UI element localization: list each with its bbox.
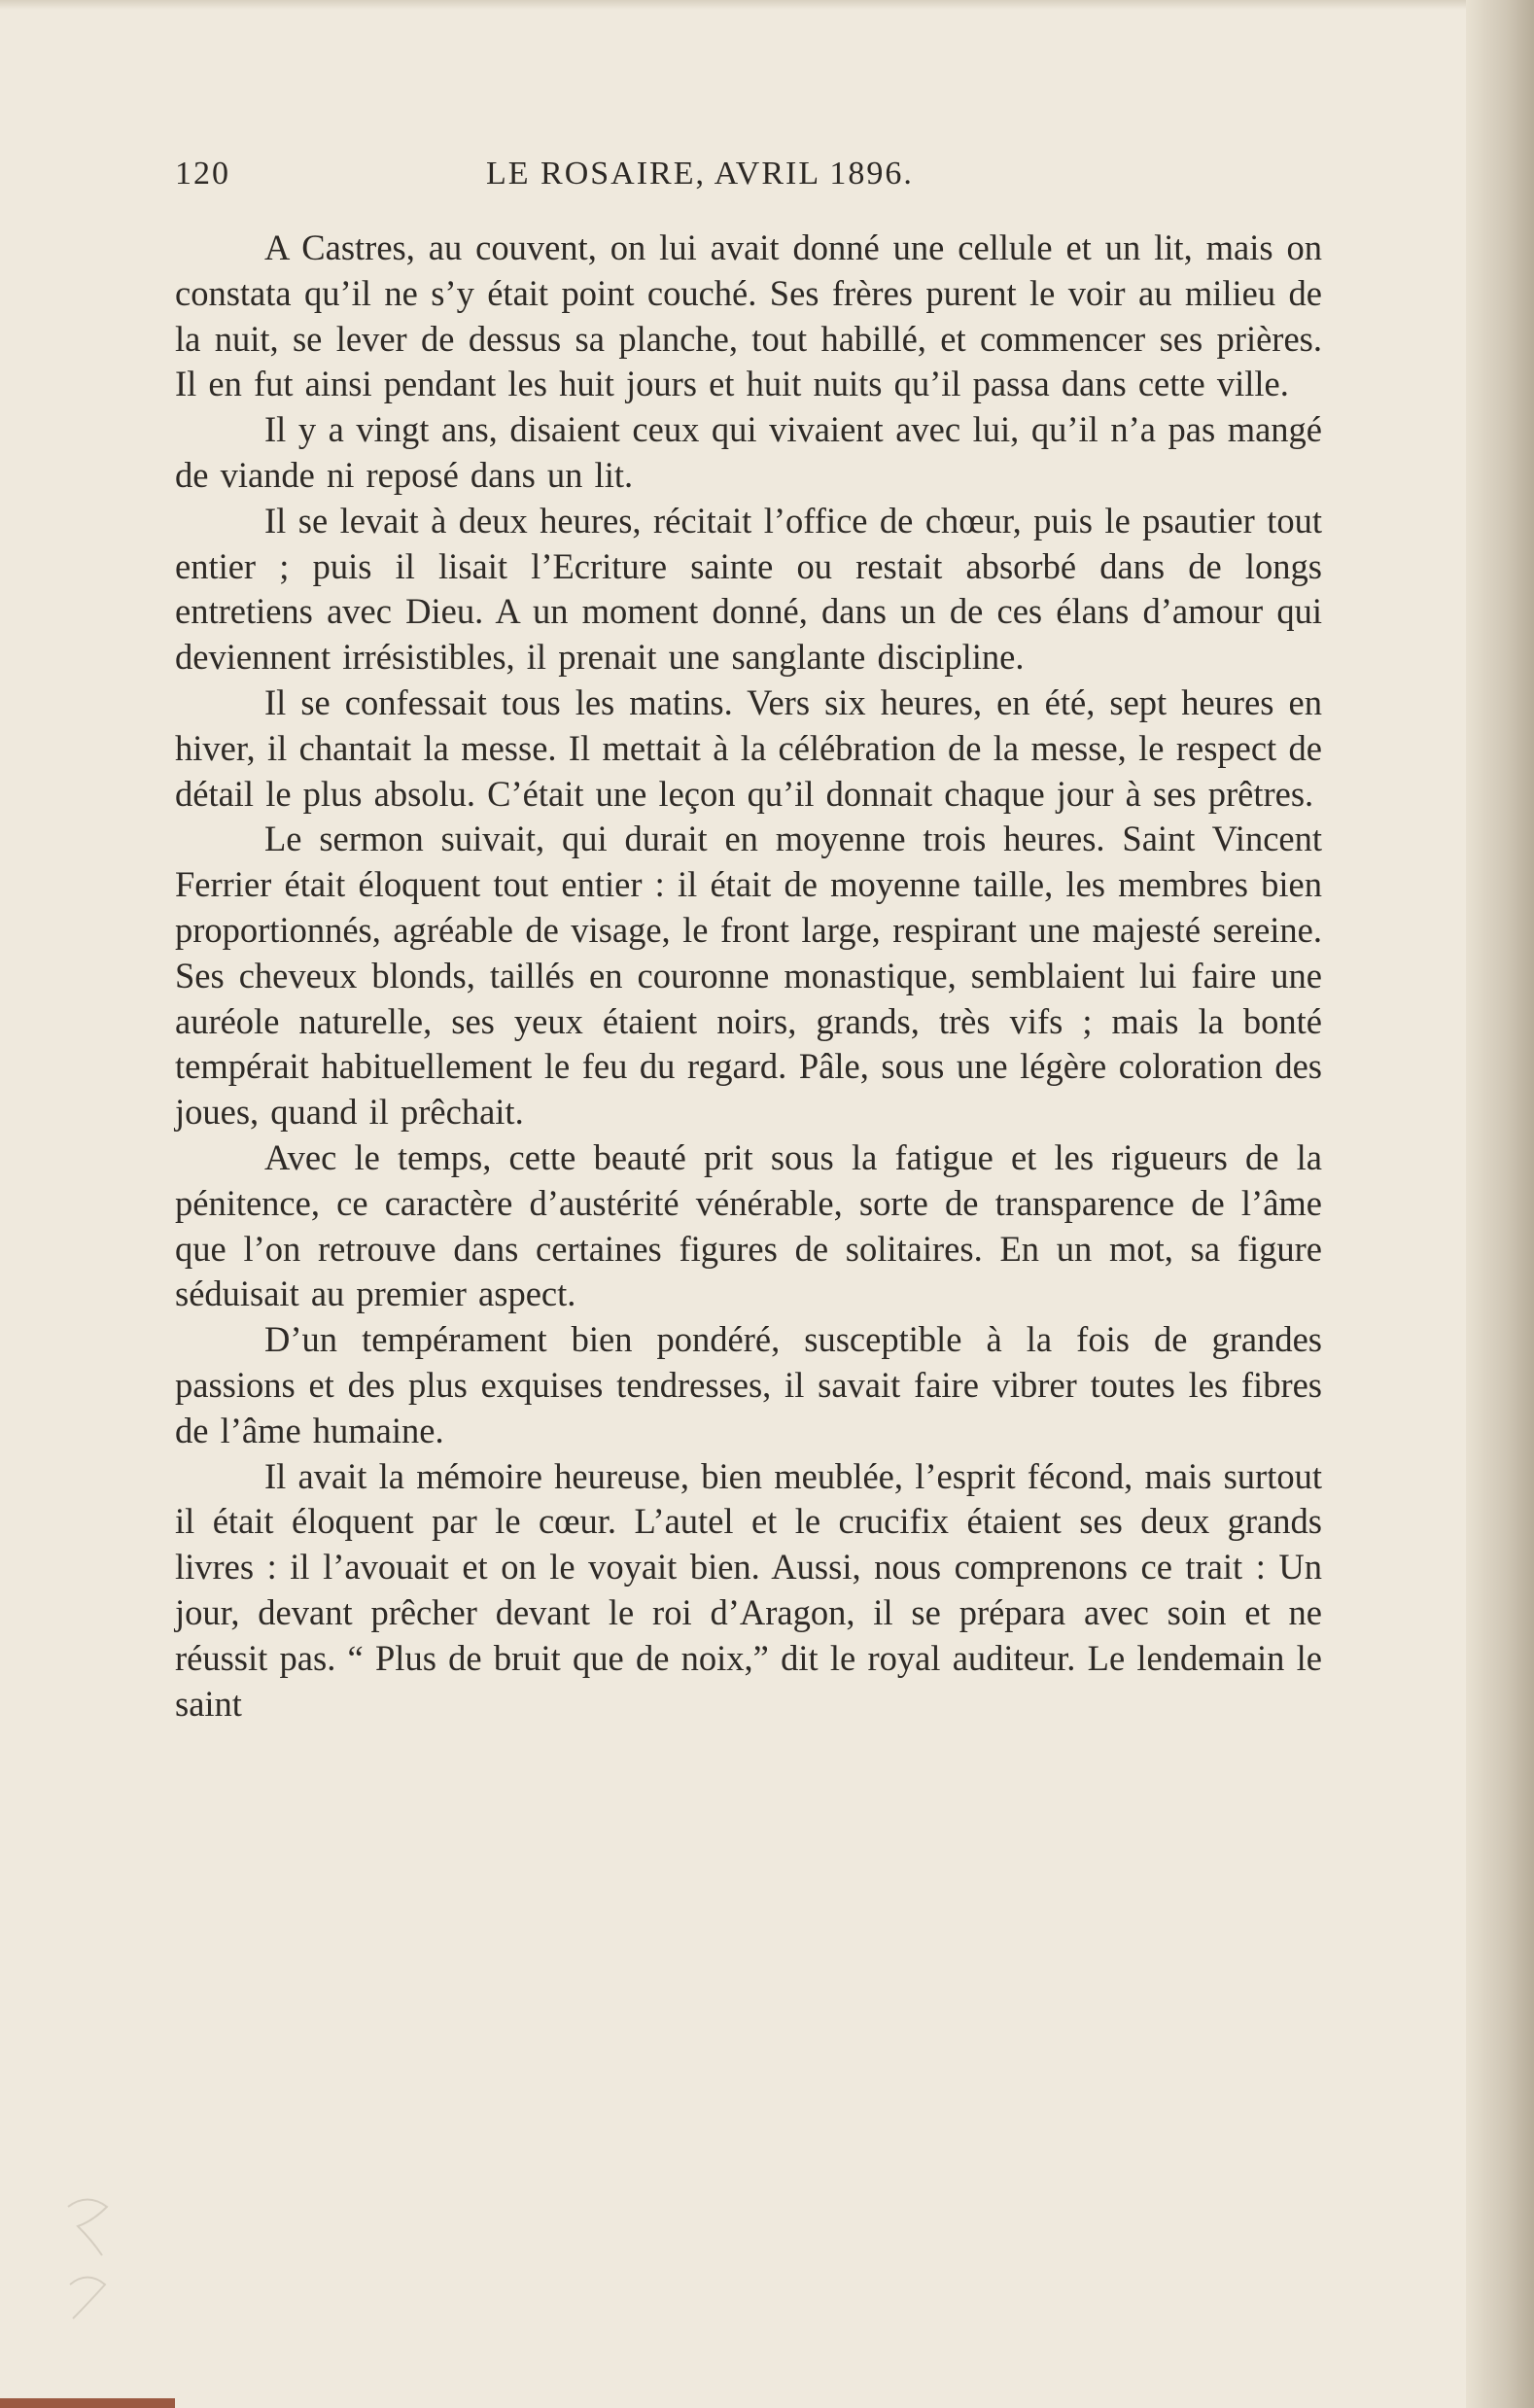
document-page [175,156,1322,1727]
running-title: LE ROSAIRE, AVRIL 1896. [486,156,914,192]
paragraph: Il avait la mémoire heureuse, bien meublée, l’esprit fécond, mais surtout il était éloquent par le cœur. L’autel et le crucifix étaient ses deux grands livres : il l’avouait et on le voyait bien. Aussi, nous comprenons ce trait : Un jour, devant prêcher devant le roi d’Aragon, il se prépara avec soin et ne réussit pas. “ Plus de bruit que de noix,” dit le royal auditeur. Le lendemain le saint [175,1455,1322,1724]
body-text [175,226,1322,1727]
paragraph: Il y a vingt ans, disaient ceux qui vivaient avec lui, qu’il n’a pas mangé de viande ni reposé dans un lit. [175,409,1322,495]
paragraph: A Castres, au couvent, on lui avait donné une cellule et un lit, mais on constata qu’il ne s’y était point couché. Ses frères purent le voir au milieu de la nuit, se lever de dessus sa planche, tout habillé, et commencer ses prières. Il en fut ainsi pendant les huit jours et huit nuits qu’il passa dans cette ville. [175,227,1322,404]
page-binding-shadow [1466,0,1534,2408]
page-corner-stain [0,2398,175,2408]
paragraph: Avec le temps, cette beauté prit sous la fatigue et les rigueurs de la pénitence, ce caractère d’austérité vénérable, sorte de transparence de l’âme que l’on retrouve dans certaines figures de solitaires. En un mot, sa figure séduisait au premier aspect. [175,1136,1322,1314]
page-top-edge [0,0,1534,10]
paragraph: Il se levait à deux heures, récitait l’office de chœur, puis le psautier tout entier ; puis il lisait l’Ecriture sainte ou restait absorbé dans de longs entretiens avec Dieu. A un moment donné, dans un de ces élans d’amour qui deviennent irrésistibles, il prenait une sanglante discipline. [175,500,1322,678]
running-header [175,156,1322,206]
paragraph: D’un tempérament bien pondéré, susceptible à la fois de grandes passions et des plus exquises tendresses, il savait faire vibrer toutes les fibres de l’âme humaine. [175,1319,1322,1450]
paragraph: Il se confessait tous les matins. Vers six heures, en été, sept heures en hiver, il chantait la messe. Il mettait à la célébration de la messe, le respect de détail le plus absolu. C’était une leçon qu’il donnait chaque jour à ses prêtres. [175,681,1322,814]
paragraph: Le sermon suivait, qui durait en moyenne trois heures. Saint Vincent Ferrier était éloquent tout entier : il était de moyenne taille, les membres bien proportionnés, agréable de visage, le front large, respirant une majesté sereine. Ses cheveux blonds, taillés en couronne monastique, semblaient lui faire une auréole naturelle, ses yeux étaient noirs, grands, très vifs ; mais la bonté tempérait habituellement le feu du regard. Pâle, sous une légère coloration des joues, quand il prêchait. [175,819,1322,1133]
embossed-stamp-icon [58,2187,117,2343]
page-number: 120 [175,156,230,192]
